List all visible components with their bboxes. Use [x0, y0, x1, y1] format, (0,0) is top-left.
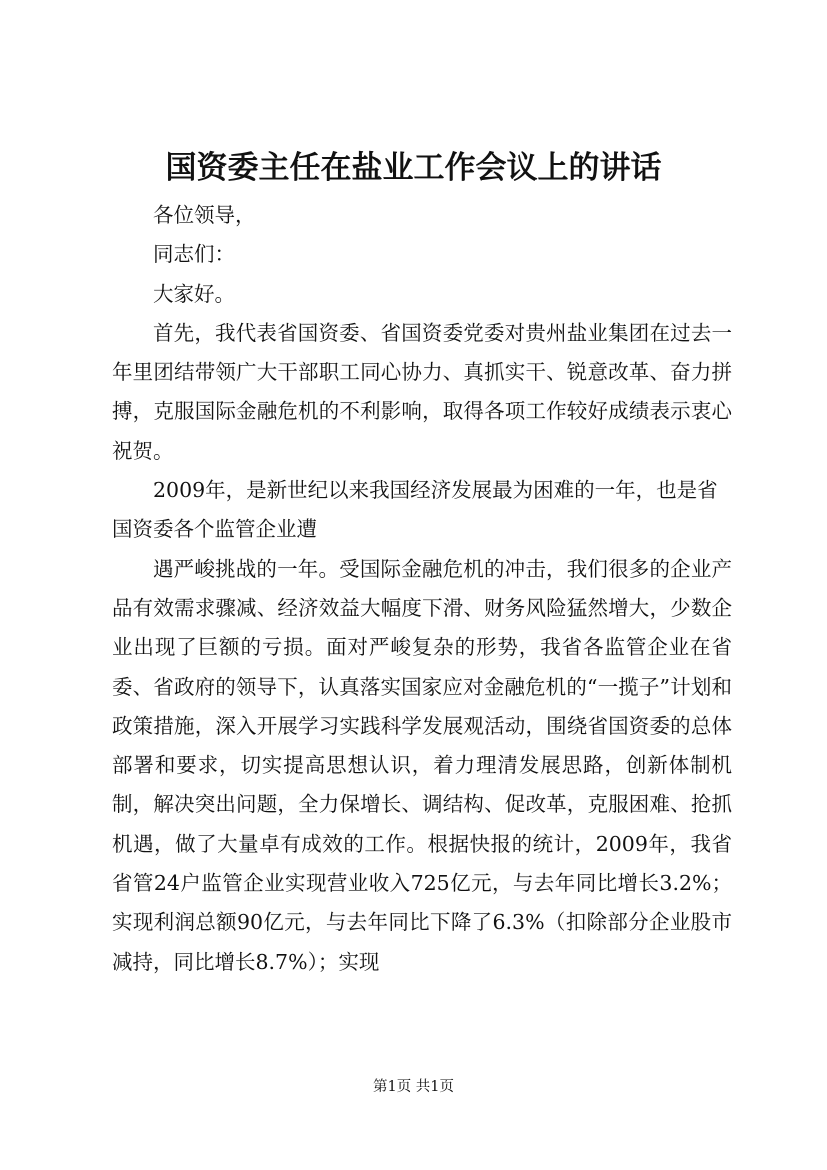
- salutation-leaders: 各位领导，: [153, 203, 256, 227]
- salutation-comrades: 同志们：: [153, 242, 235, 267]
- paragraph-2009-results: 遇严峻挑战的一年。受国际金融危机的冲击，我们很多的企业产品有效需求骤减、经济效益大幅度下滑、财务风险猛然增大，少数企业出现了巨额的亏损。面对严峻复杂的形势，我省各监管企业在省委、省政府的领导下，认真落实国家应对金融危机的“一揽子”计划和政策措施，深入开展学习实践科学发展观活动，围绕省国资委的总体部署和要求，切实提高思想认识，着力理清发展思路，创新体制机制，解决突出问题，全力保增长、调结构、促改革，克服困难、抢抓机遇，做了大量卓有成效的工作。根据快报的统计，2009年，我省省管24户监管企业实现营业收入725亿元，与去年同比增长3.2%；实现利润总额90亿元，与去年同比下降了6.3%（扣除部分企业股市减持，同比增长8.7%）；实现: [112, 556, 732, 974]
- page-footer: 第1页 共1页: [372, 1079, 455, 1095]
- paragraph-2009-intro: 2009年，是新世纪以来我国经济发展最为困难的一年，也是省国资委各个监管企业遭: [112, 478, 718, 542]
- paragraph-congratulations: 首先，我代表省国资委、省国资委党委对贵州盐业集团在过去一年里团结带领广大干部职工同心协力、真抓实干、锐意改革、奋力拼搏，克服国际金融危机的不利影响，取得各项工作较好成绩表示衷心祝贺。: [112, 320, 732, 463]
- document-title: 国资委主任在盐业工作会议上的讲话: [165, 150, 662, 186]
- greeting: 大家好。: [153, 281, 235, 306]
- document-body: [112, 196, 732, 982]
